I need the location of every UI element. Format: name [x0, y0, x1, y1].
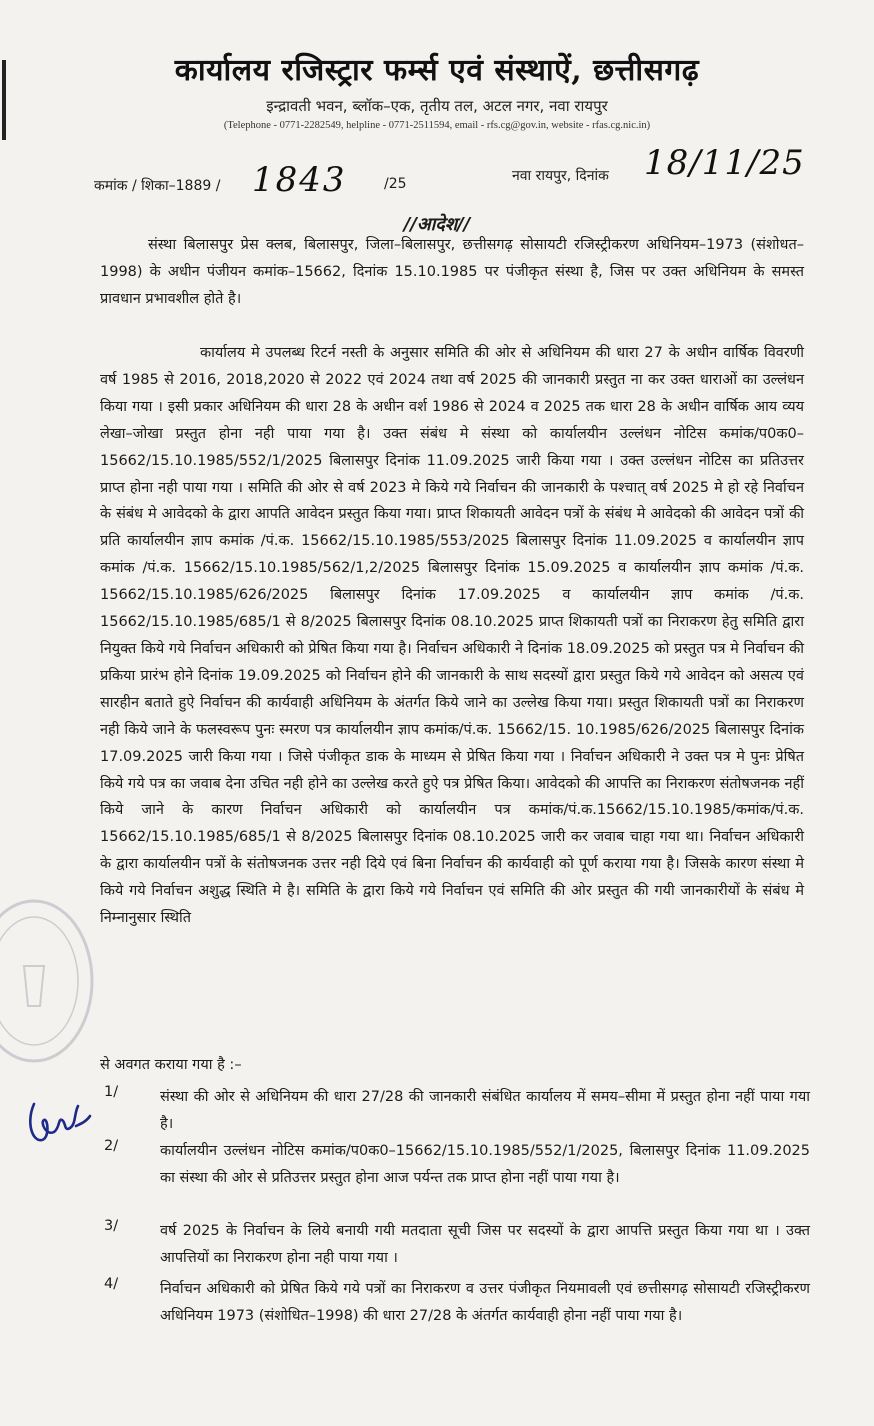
- list-item-number: 3/: [104, 1218, 119, 1234]
- handwritten-reference-number: 1843: [252, 160, 347, 200]
- lead-in-text: से अवगत कराया गया है :–: [100, 1057, 242, 1073]
- list-item-text: वर्ष 2025 के निर्वाचन के लिये बनायी गयी मतदाता सूची जिस पर सदस्यों के द्वारा आपत्ति प्रस्तुत किया गया था । उक्त आपत्तियों का निराकरण होना नही पाया गया ।: [160, 1223, 810, 1266]
- list-item-text: निर्वाचन अधिकारी को प्रेषित किये गये पत्रों का निराकरण व उत्तर पंजीकृत नियमावली एवं छत्तीसगढ़ सोसायटी रजिस्ट्रीकरण अधिनियम 1973 (संशोधित–1998) की धारा 27/28 के अंतर्गत कार्यवाही होना नहीं पाया गया है।: [160, 1281, 810, 1324]
- office-title: कार्यालय रजिस्ट्रार फर्म्स एवं संस्थाऐं, छत्तीसगढ़: [174, 53, 700, 88]
- handwritten-date: 18/11/25: [644, 143, 805, 183]
- office-address: इन्द्रावती भवन, ब्लॉक–एक, तृतीय तल, अटल नगर, नवा रायपुर: [266, 97, 608, 115]
- list-item-text: कार्यालयीन उल्लंधन नोटिस कमांक/प0क0–15662/15.10.1985/552/1/2025, बिलासपुर दिनांक 11.09.2025 का संस्था की ओर से प्रतिउत्तर प्रस्तुत होना आज पर्यन्त तक प्राप्त होना नहीं पाया गया है।: [160, 1143, 810, 1186]
- paragraph-details: कार्यालय मे उपलब्ध रिटर्न नस्ती के अनुसार समिति की ओर से अधिनियम की धारा 27 के अधीन वार्षिक विवरणी वर्ष 1985 से 2016, 2018,2020 से 2022 एवं 2024 तथा वर्ष 2025 की जानकारी प्रस्तुत ना कर उक्त धाराओं का उल्लंधन किया गया । इसी प्रकार अधिनियम की धारा 28 के अधीन वर्श 1986 से 2024 व 2025 तक धारा 28 के अधीन वार्षिक आय व्यय लेखा–जोखा प्रस्तुत होना नही पाया गया है। उक्त संबंध मे संस्था को कार्यालयीन उल्लंधन नोटिस कमांक/प0क0–15662/15.10.1985/552/1/2025 बिलासपुर दिनांक 11.09.2025 जारी किया गया । उक्त उल्लंधन नोटिस का प्रतिउत्तर प्राप्त होना नही पाया गया । समिति की ओर से वर्ष 2023 मे किये गये निर्वाचन की जानकारी के पश्चात् वर्ष 2025 मे हो रहे निर्वाचन के संबंध मे आवेदको के द्वारा आपति आवेदन प्रस्तुत किया गया। प्राप्त शिकायती आवेदन पत्रों के संबंध मे आवेदको की आवेदन पत्रों की प्रति कार्यालयीन ज्ञाप कमांक /पं.क. 15662/15.10.1985/553/2025 बिलासपुर दिनांक 11.09.2025 व कार्यालयीन ज्ञाप कमांक /पं.क. 15662/15.10.1985/562/1,2/2025 बिलासपुर दिनांक 15.09.2025 व कार्यालयीन ज्ञाप कमांक /पं.क. 15662/15.10.1985/626/2025 बिलासपुर दिनांक 17.09.2025 व कार्यालयीन ज्ञाप कमांक /पं.क. 15662/15.10.1985/685/1 से 8/2025 बिलासपुर दिनांक 08.10.2025 प्राप्त शिकायती पत्रों का निराकरण हेतु समिति द्वारा नियुक्त किये गये निर्वाचन अधिकारी को प्रेषित किया गया है। निर्वाचन अधिकारी ने दिनांक 18.09.2025 को प्रस्तुत पत्र मे निर्वाचन की प्रकिया प्रारंभ होने दिनांक 19.09.2025 को निर्वाचन होने की जानकारी के साथ सदस्यों द्वारा प्रस्तुत किये गये आवेदन को असत्य एवं सारहीन बताते हुऐ निर्वाचन की कार्यवाही अधिनियम के अंतर्गत किये जाने का उल्लेख किया गया। प्रस्तुत शिकायती पत्रों का निराकरण नही किये जाने के फलस्वरूप पुनः स्मरण पत्र कार्यालयीन ज्ञाप कमांक/पं.क. 15662/15. 10.1985/626/2025 बिलासपुर दिनांक 17.09.2025 जारी किया गया । जिसे पंजीकृत डाक के माध्यम से प्रेषित किया गया । निर्वाचन अधिकारी ने उक्त पत्र मे पुनः प्रेषित किये गये पत्र का जवाब देना उचित नही होने का उल्लेख करते हुऐ पत्र प्रेषित किया। आवेदको की आपत्ति का निराकरण संतोषजनक नहीं किये जाने के कारण निर्वाचन अधिकारी को कार्यालयीन पत्र कमांक/पं.क.15662/15.10.1985/कमांक/पं.क. 15662/15.10.1985/685/1 से 8/2025 बिलासपुर दिनांक 08.10.2025 जारी कर जवाब चाहा गया था। निर्वाचन अधिकारी के द्वारा कार्यालयीन पत्रों के संतोषजनक उत्तर नही दिये एवं बिना निर्वाचन की कार्यवाही को पूर्ण कराया गया है। जिसके कारण संस्था मे किये गये निर्वाचन अशुद्ध स्थिति मे है। समिति के द्वारा किये गये निर्वाचन एवं समिति की ओर प्रस्तुत की गयी जानकारीयों के संबंध मे निम्नानुसार स्थिति: [100, 345, 804, 927]
- reference-suffix: /25: [384, 176, 407, 192]
- order-title: //आदेश//: [403, 214, 471, 235]
- list-item-number: 4/: [104, 1276, 119, 1292]
- reference-prefix: कमांक / शिका–1889 /: [94, 178, 221, 194]
- office-seal-stamp: [0, 896, 94, 1066]
- paragraph-intro: संस्था बिलासपुर प्रेस क्लब, बिलासपुर, जिला–बिलासपुर, छत्तीसगढ़ सोसायटी रजिस्ट्रीकरण अधिनियम–1973 (संशोधत–1998) के अधीन पंजीयन कमांक–15662, दिनांक 15.10.1985 पर पंजीकृत संस्था है, जिस पर उक्त अधिनियम के समस्त प्रावधान प्रभावशील होते है।: [100, 237, 804, 308]
- list-item-number: 1/: [104, 1084, 119, 1100]
- office-contact: (Telephone - 0771-2282549, helpline - 0771-2511594, email - rfs.cg@gov.in, website - rfas.cg.nic.in): [223, 120, 651, 131]
- handwritten-initials: [20, 1096, 100, 1156]
- list-item-text: संस्था की ओर से अधिनियम की धारा 27/28 की जानकारी संबंधित कार्यालय में समय–सीमा में प्रस्तुत होना नहीं पाया गया है।: [160, 1089, 810, 1132]
- list-item-number: 2/: [104, 1138, 119, 1154]
- date-label: नवा रायपुर, दिनांक: [512, 168, 609, 184]
